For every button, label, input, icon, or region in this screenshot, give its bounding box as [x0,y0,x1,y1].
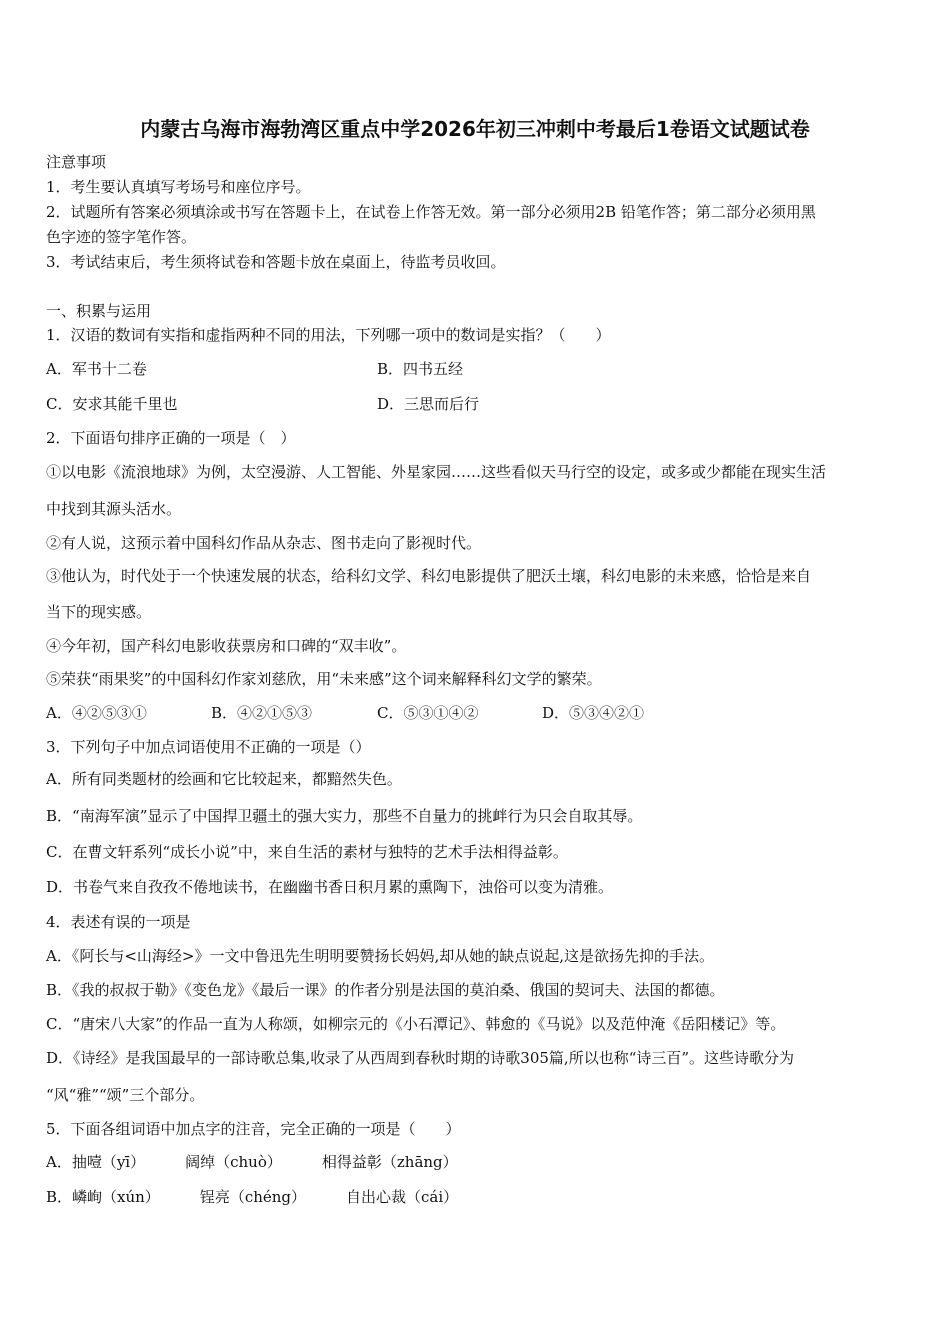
q2-sentence-4: ④今年初，国产科幻电影收获票房和口碑的“双丰收”。 [46,637,407,655]
q5-a-word-1: A．抽噎（yī） [46,1153,146,1171]
q2-sentence-5: ⑤荣获“雨果奖”的中国科幻作家刘慈欣，用“未来感”这个词来解释科幻文学的繁荣。 [46,670,602,688]
q5-option-b [46,1187,498,1207]
q4-option-a: A．《阿长与<山海经>》一文中鲁迅先生明明要赞扬长妈妈,却从她的缺点说起,这是欲扬先抑的手法。 [46,947,715,965]
notice-item-2: 2．试题所有答案必须填涂或书写在答题卡上，在试卷上作答无效。第一部分必须用2B 铅笔作答；第二部分必须用黑 [46,203,816,221]
notice-heading: 注意事项 [46,153,107,171]
q2-stem: 2．下面语句排序正确的一项是（ ） [46,429,296,447]
exam-title: 内蒙古乌海市海勃湾区重点中学2026年初三冲刺中考最后1卷语文试题试卷 [140,117,810,141]
q2-sentence-2: ②有人说，这预示着中国科幻作品从杂志、图书走向了影视时代。 [46,534,482,552]
q2-sentence-1: ①以电影《流浪地球》为例，太空漫游、人工智能、外星家园……这些看似天马行空的设定，或多或少都能在现实生活 [46,463,827,481]
q2-sentence-3-cont: 当下的现实感。 [46,603,152,621]
q2-option-d: D．⑤③④②① [542,704,645,722]
q3-option-d: D．书卷气来自孜孜不倦地读书，在幽幽书香日积月累的熏陶下，浊俗可以变为清雅。 [46,878,614,896]
q3-option-c: C．在曹文轩系列“成长小说”中，来自生活的素材与独特的艺术手法相得益彰。 [46,843,568,861]
q3-option-b: B．“南海军演”显示了中国捍卫疆土的强大实力，那些不自量力的挑衅行为只会自取其辱。 [46,807,643,825]
q2-option-b: B．④②①⑤③ [211,704,313,722]
q1-option-c: C．安求其能千里也 [46,395,178,413]
q4-option-d: D．《诗经》是我国最早的一部诗歌总集,收录了从西周到春秋时期的诗歌305篇,所以也称“诗三百”。这些诗歌分为 [46,1049,795,1067]
q2-sentence-1-cont: 中找到其源头活水。 [46,500,182,518]
q1-stem: 1．汉语的数词有实指和虚指两种不同的用法，下列哪一项中的数词是实指？（ ） [46,326,611,344]
q1-option-d: D．三思而后行 [377,395,480,413]
q3-option-a: A．所有同类题材的绘画和它比较起来，都黯然失色。 [46,770,402,788]
q2-option-c: C．⑤③①④② [377,704,479,722]
q5-b-word-2: 锃亮（chéng） [199,1188,307,1206]
notice-item-1: 1．考生要认真填写考场号和座位序号。 [46,178,311,196]
q4-option-b: B．《我的叔叔于勒》《变色龙》《最后一课》的作者分别是法国的莫泊桑、俄国的契诃夫、法国的都德。 [46,981,725,999]
q5-a-word-3: 相得益彰（zhāng） [321,1153,458,1171]
section-heading: 一、积累与运用 [46,302,152,320]
q5-b-word-3: 自出心裁（cái） [346,1188,459,1206]
q5-b-word-1: B．嶙峋（xún） [46,1188,160,1206]
notice-item-2-cont: 色字迹的签字笔作答。 [46,228,197,246]
q5-a-word-2: 阔绰（chuò） [185,1153,282,1171]
q2-sentence-3: ③他认为，时代处于一个快速发展的状态，给科幻文学、科幻电影提供了肥沃土壤，科幻电影的未来感，恰恰是来自 [46,567,812,585]
q5-option-a [46,1152,498,1172]
q1-option-b: B．四书五经 [377,360,464,378]
q4-stem: 4．表述有误的一项是 [46,913,191,931]
q3-stem: 3．下列句子中加点词语使用不正确的一项是（） [46,738,371,756]
q2-option-a: A．④②⑤③① [46,704,147,722]
q5-stem: 5．下面各组词语中加点字的注音，完全正确的一项是（ ） [46,1120,461,1138]
q4-option-c: C．“唐宋八大家”的作品一直为人称颂，如柳宗元的《小石潭记》、韩愈的《马说》以及范仲淹《岳阳楼记》等。 [46,1015,786,1033]
notice-item-3: 3．考试结束后，考生须将试卷和答题卡放在桌面上，待监考员收回。 [46,253,506,271]
q1-option-a: A．军书十二卷 [46,360,147,378]
q4-option-d-cont: “风“雅”“颂”三个部分。 [46,1086,205,1104]
